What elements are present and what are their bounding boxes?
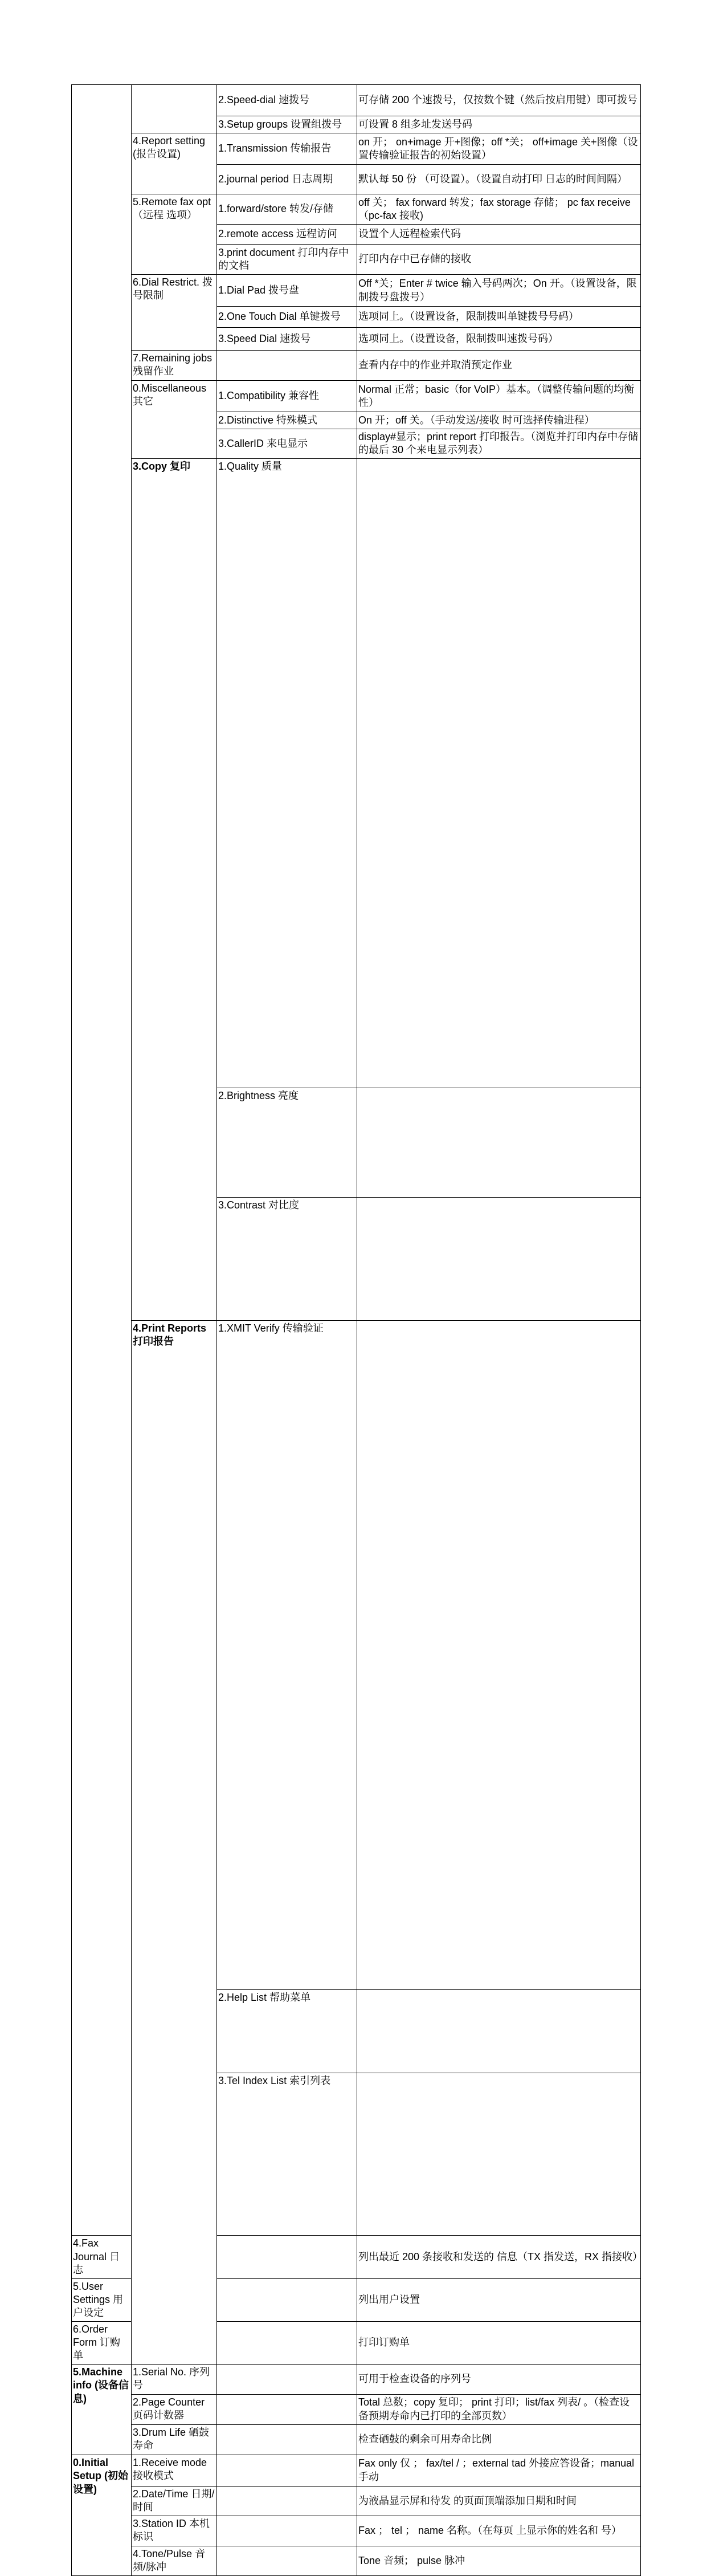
submenu-item-cell: 1.forward/store 转发/存储 <box>217 194 357 225</box>
menu-item-cell: 7.Remaining jobs 残留作业 <box>132 351 217 381</box>
submenu-item-cell <box>217 2364 357 2394</box>
submenu-item-cell <box>217 2321 357 2364</box>
submenu-item-cell <box>217 2278 357 2321</box>
menu-category-cell <box>72 85 132 2236</box>
submenu-item-cell: 3.Speed Dial 速拨号 <box>217 328 357 351</box>
table-row <box>72 85 641 116</box>
menu-item-cell: 0.Miscellaneous 其它 <box>132 381 217 459</box>
submenu-item-cell <box>217 2236 357 2278</box>
menu-item-cell: 2.Help List 帮助菜单 <box>217 1990 357 2073</box>
menu-item-cell: 1.Quality 质量 <box>217 458 357 1088</box>
menu-category-cell: 5.Machine info (设备信息) <box>72 2364 132 2455</box>
submenu-item-cell <box>217 2394 357 2424</box>
table-row <box>72 2364 641 2394</box>
submenu-item-cell: 2.One Touch Dial 单键拨号 <box>217 307 357 328</box>
menu-item-cell: 3.Station ID 本机标识 <box>132 2516 217 2546</box>
submenu-item-cell <box>217 2455 357 2486</box>
submenu-item-cell: 3.CallerID 来电显示 <box>217 429 357 459</box>
option-description-cell: 打印订购单 <box>357 2321 641 2364</box>
menu-category-cell: 3.Copy 复印 <box>132 458 217 1320</box>
option-description-cell: 选项同上。（设置设备，限制拨叫单键拨号号码） <box>357 307 641 328</box>
menu-item-cell: 5.Remote fax opt （远程 选项） <box>132 194 217 275</box>
option-description-cell: Off *关；Enter # twice 输入号码两次；On 开。（设置设备，限制拨号盘拨号） <box>357 275 641 307</box>
option-description-cell: 选项同上。（设置设备，限制拨叫速拨号码） <box>357 328 641 351</box>
table-row <box>72 194 641 225</box>
submenu-item-cell <box>357 1088 641 1198</box>
menu-item-cell: 2.Page Counter 页码计数器 <box>132 2394 217 2424</box>
table-row <box>72 275 641 307</box>
menu-item-cell: 1.XMIT Verify 传输验证 <box>217 1320 357 1990</box>
option-description-cell: 设置个人远程检索代码 <box>357 225 641 245</box>
option-description-cell: off 关； fax forward 转发；fax storage 存储； pc fax receive （pc-fax 接收) <box>357 194 641 225</box>
submenu-item-cell <box>217 2424 357 2455</box>
menu-item-cell: 5.User Settings 用户设定 <box>72 2278 132 2321</box>
submenu-item-cell <box>357 2073 641 2236</box>
menu-item-cell: 1.Receive mode 接收模式 <box>132 2455 217 2486</box>
menu-item-cell: 6.Order Form 订购单 <box>72 2321 132 2364</box>
menu-category-cell: 0.Initial Setup (初始设置) <box>72 2455 132 2575</box>
option-description-cell: Total 总数；copy 复印； print 打印；list/fax 列表/ 。（检查设备预期寿命内已打印的全部页数） <box>357 2394 641 2424</box>
option-description-cell: 为液晶显示屏和待发 的页面顶端添加日期和时间 <box>357 2486 641 2516</box>
option-description-cell: 打印内存中已存储的接收 <box>357 245 641 275</box>
option-description-cell: 可存储 200 个速拨号，仅按数个键（然后按启用键）即可拨号 <box>357 85 641 116</box>
table-row <box>72 351 641 381</box>
submenu-item-cell <box>217 2546 357 2575</box>
menu-item-cell: 1.Serial No. 序列号 <box>132 2364 217 2394</box>
menu-settings-table <box>71 84 641 2576</box>
menu-item-cell: 4.Fax Journal 日志 <box>72 2236 132 2278</box>
option-description-cell: 可用于检查设备的序列号 <box>357 2364 641 2394</box>
option-description-cell: 可设置 8 组多址发送号码 <box>357 116 641 133</box>
menu-item-cell <box>132 85 217 133</box>
submenu-item-cell: 1.Dial Pad 拨号盘 <box>217 275 357 307</box>
option-description-cell: 默认每 50 份 （可设置）。（设置自动打印 日志的时间间隔） <box>357 165 641 194</box>
menu-item-cell: 6.Dial Restrict. 拨号限制 <box>132 275 217 351</box>
menu-item-cell: 2.Date/Time 日期/时间 <box>132 2486 217 2516</box>
table-row <box>72 2394 641 2424</box>
table-row <box>72 2424 641 2455</box>
table-row <box>72 458 641 1088</box>
submenu-item-cell: 2.journal period 日志周期 <box>217 165 357 194</box>
menu-item-cell: 4.Tone/Pulse 音频/脉冲 <box>132 2546 217 2575</box>
submenu-item-cell <box>217 2516 357 2546</box>
menu-item-cell: 4.Report setting (报告设置) <box>132 133 217 194</box>
option-description-cell: Fax ； tel ； name 名称。（在每页 上显示你的姓名和 号） <box>357 2516 641 2546</box>
menu-item-cell: 3.Drum Life 硒鼓寿命 <box>132 2424 217 2455</box>
submenu-item-cell <box>357 1990 641 2073</box>
option-description-cell: Tone 音频； pulse 脉冲 <box>357 2546 641 2575</box>
submenu-item-cell: 2.Distinctive 特殊模式 <box>217 412 357 429</box>
submenu-item-cell: 2.remote access 远程访问 <box>217 225 357 245</box>
option-description-cell: Fax only 仅 ； fax/tel / ；external tad 外接应答设备；manual 手动 <box>357 2455 641 2486</box>
option-description-cell: on 开； on+image 开+图像；off *关； off+image 关+图像（设置传输验证报告的初始设置） <box>357 133 641 165</box>
table-row <box>72 133 641 165</box>
submenu-item-cell <box>357 1320 641 1990</box>
option-description-cell: 检查硒鼓的剩余可用寿命比例 <box>357 2424 641 2455</box>
submenu-item-cell: 3.print document 打印内存中的文档 <box>217 245 357 275</box>
menu-item-cell: 2.Brightness 亮度 <box>217 1088 357 1198</box>
submenu-item-cell <box>357 458 641 1088</box>
table-row <box>72 381 641 412</box>
submenu-item-cell: 1.Transmission 传输报告 <box>217 133 357 165</box>
submenu-item-cell <box>217 2486 357 2516</box>
table-row <box>72 1320 641 1990</box>
submenu-item-cell: 1.Compatibility 兼容性 <box>217 381 357 412</box>
option-description-cell: Normal 正常；basic（for VoIP）基本。（调整传输问题的均衡性） <box>357 381 641 412</box>
table-row <box>72 2516 641 2546</box>
submenu-item-cell <box>357 1198 641 1321</box>
menu-item-cell: 3.Contrast 对比度 <box>217 1198 357 1321</box>
submenu-item-cell: 2.Speed-dial 速拨号 <box>217 85 357 116</box>
option-description-cell: 列出最近 200 条接收和发送的 信息（TX 指发送，RX 指接收） <box>357 2236 641 2278</box>
menu-category-cell: 4.Print Reports 打印报告 <box>132 1320 217 2364</box>
option-description-cell: 查看内存中的作业并取消预定作业 <box>357 351 641 381</box>
table-row <box>72 2455 641 2486</box>
submenu-item-cell: 3.Setup groups 设置组拨号 <box>217 116 357 133</box>
menu-table-body <box>72 85 641 2576</box>
option-description-cell: 列出用户设置 <box>357 2278 641 2321</box>
option-description-cell: display#显示；print report 打印报告。（浏览并打印内存中存储的最后 30 个来电显示列表） <box>357 429 641 459</box>
option-description-cell: On 开；off 关。（手动发送/接收 时可选择传输进程） <box>357 412 641 429</box>
table-row <box>72 2486 641 2516</box>
table-row <box>72 2546 641 2575</box>
submenu-item-cell <box>217 351 357 381</box>
menu-item-cell: 3.Tel Index List 索引列表 <box>217 2073 357 2236</box>
